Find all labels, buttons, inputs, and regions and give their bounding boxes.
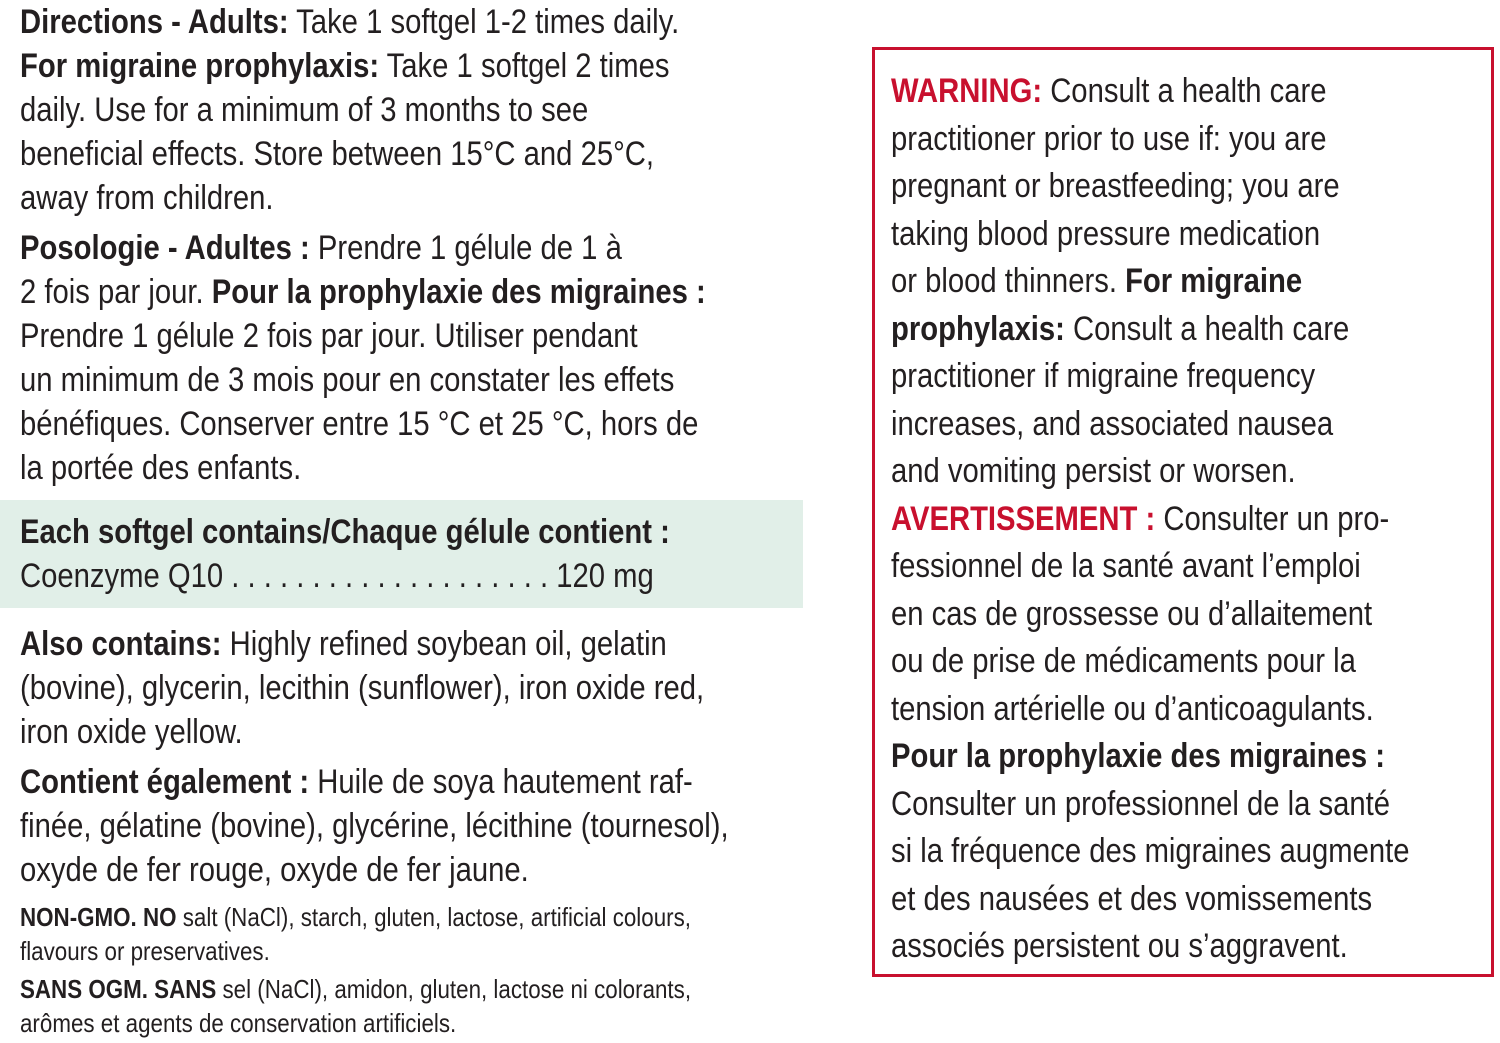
also-contains-en-line-1: Highly refined soybean oil, gelatin	[221, 625, 667, 663]
contents-heading: Each softgel contains/Chaque gélule contient :	[20, 513, 670, 551]
warning-fr-line-3: en cas de grossesse ou d’allaitement	[891, 594, 1373, 633]
also-contains-en-heading: Also contains:	[20, 625, 222, 663]
directions-en-heading: Directions - Adults:	[20, 3, 289, 41]
warning-en-line-7: practitioner if migraine frequency	[891, 357, 1316, 395]
free-of-fr	[20, 972, 820, 1040]
also-contains-fr-line-1: Huile de soya hautement raf-	[309, 763, 693, 801]
warning-fr-line-5: tension artérielle ou d’anticoagulants.	[891, 689, 1374, 728]
warning-fr-migraine-heading: Pour la prophylaxie des migraines :	[891, 737, 1385, 775]
warning-fr-line-4: ou de prise de médicaments pour la	[891, 642, 1356, 680]
ingredient-leader: . . . . . . . . . . . . . . . . . . . .	[223, 557, 557, 595]
free-of-fr-heading: SANS OGM. SANS	[20, 974, 217, 1004]
warning-en-line-2: practitioner prior to use if: you are	[891, 119, 1327, 158]
directions-en-line-4: beneficial effects. Store between 15°C and 25°C,	[20, 135, 655, 173]
warning-en-line-9: and vomiting persist or worsen.	[891, 452, 1296, 490]
directions-en-line-3: daily. Use for a minimum of 3 months to see	[20, 91, 589, 129]
warning-fr	[891, 496, 1494, 971]
also-contains-fr-heading: Contient également :	[20, 763, 310, 801]
warning-en-line-3: pregnant or breastfeeding; you are	[891, 167, 1340, 205]
warning-en-line-8: increases, and associated nausea	[891, 404, 1334, 443]
directions-en-migraine-heading: For migraine prophylaxis:	[20, 47, 380, 85]
warning-fr-line-2: fessionnel de la santé avant l’emploi	[891, 547, 1361, 585]
warning-en	[891, 68, 1494, 496]
directions-en-line-5: away from children.	[20, 179, 274, 217]
directions-fr-line-1: Prendre 1 gélule de 1 à	[309, 229, 622, 267]
directions-fr-line-3: Prendre 1 gélule 2 fois par jour. Utiliser pendant	[20, 317, 638, 355]
warning-fr-line-9: associés persistent ou s’aggravent.	[891, 927, 1348, 965]
ingredient-amount: 120 mg	[556, 557, 654, 595]
directions-fr	[20, 226, 820, 490]
free-of-en	[20, 900, 820, 968]
directions-en-line-1: Take 1 softgel 1-2 times daily.	[288, 3, 680, 41]
also-contains-fr-line-2: finée, gélatine (bovine), glycérine, lécithine (tournesol),	[20, 807, 729, 845]
free-of-fr-line-2: arômes et agents de conservation artificiels.	[20, 1008, 457, 1038]
warning-en-migraine-heading-a: For migraine	[1125, 262, 1303, 300]
directions-en	[20, 0, 820, 220]
directions-fr-line-4: un minimum de 3 mois pour en constater les effets	[20, 361, 675, 399]
also-contains-en	[20, 622, 820, 754]
free-of-en-line-2: flavours or preservatives.	[20, 936, 270, 966]
directions-en-line-2: Take 1 softgel 2 times	[379, 47, 670, 85]
also-contains-fr	[20, 760, 820, 892]
warning-en-line-1: Consult a health care	[1042, 72, 1327, 110]
free-of-fr-line-1: sel (NaCl), amidon, gluten, lactose ni colorants,	[216, 974, 692, 1004]
also-contains-en-line-3: iron oxide yellow.	[20, 713, 243, 751]
directions-fr-migraine-heading: Pour la prophylaxie des migraines :	[211, 273, 706, 311]
directions-fr-line-5: bénéfiques. Conserver entre 15 °C et 25 °C, hors de	[20, 405, 699, 443]
also-contains-en-line-2: (bovine), glycerin, lecithin (sunflower), iron oxide red,	[20, 669, 705, 707]
directions-fr-line-2: 2 fois par jour.	[20, 273, 212, 311]
warning-fr-line-7: si la fréquence des migraines augmente	[891, 832, 1410, 870]
warning-fr-line-6: Consulter un professionnel de la santé	[891, 784, 1391, 823]
warning-fr-line-8: et des nausées et des vomissements	[891, 879, 1373, 918]
warning-fr-heading: AVERTISSEMENT :	[891, 499, 1156, 538]
directions-fr-heading: Posologie - Adultes :	[20, 229, 310, 267]
warning-fr-line-1: Consulter un pro-	[1155, 499, 1390, 538]
warning-en-migraine-heading-b: prophylaxis:	[891, 309, 1065, 348]
contents-panel	[0, 500, 803, 608]
free-of-en-line-1: salt (NaCl), starch, gluten, lactose, artificial colours,	[176, 902, 691, 932]
ingredient-name: Coenzyme Q10	[20, 557, 224, 595]
warning-en-line-6: Consult a health care	[1064, 309, 1350, 348]
warning-en-heading: WARNING:	[891, 72, 1043, 110]
warning-panel	[872, 47, 1494, 977]
directions-fr-line-6: la portée des enfants.	[20, 449, 302, 487]
warning-en-line-5: or blood thinners.	[891, 262, 1126, 300]
warning-en-line-4: taking blood pressure medication	[891, 214, 1321, 253]
free-of-en-heading: NON-GMO. NO	[20, 902, 177, 932]
also-contains-fr-line-3: oxyde de fer rouge, oxyde de fer jaune.	[20, 851, 529, 889]
